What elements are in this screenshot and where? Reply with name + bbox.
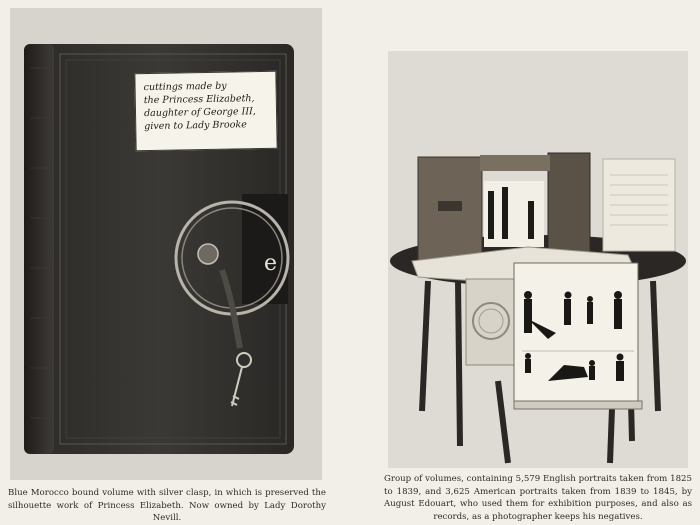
photo-volumes-on-table [388, 51, 688, 468]
book-spine [24, 44, 54, 454]
caption-volumes: Group of volumes, containing 5,579 English portraits taken from 1825 to 1839, and 3,625 American portraits taken from 1839 to 1845, by August Edouart, who used them for exhibition purposes, and also as records, as a photographer keeps his negatives. [384, 474, 692, 522]
caption-bound-volume: Blue Morocco bound volume with silver clasp, in which is preserved the silhouette work of Princess Elizabeth. Now owned by Lady Dorothy Nevill. [8, 488, 326, 524]
album-front [514, 263, 638, 403]
handwritten-label: cuttings made by the Princess Elizabeth, daughter of George III, given to Lady Brooke [134, 71, 277, 151]
svg-text:e: e [264, 251, 278, 276]
book-back-mid [548, 153, 590, 253]
photo-bound-volume [10, 8, 322, 480]
volumes-table-illustration [388, 51, 688, 468]
